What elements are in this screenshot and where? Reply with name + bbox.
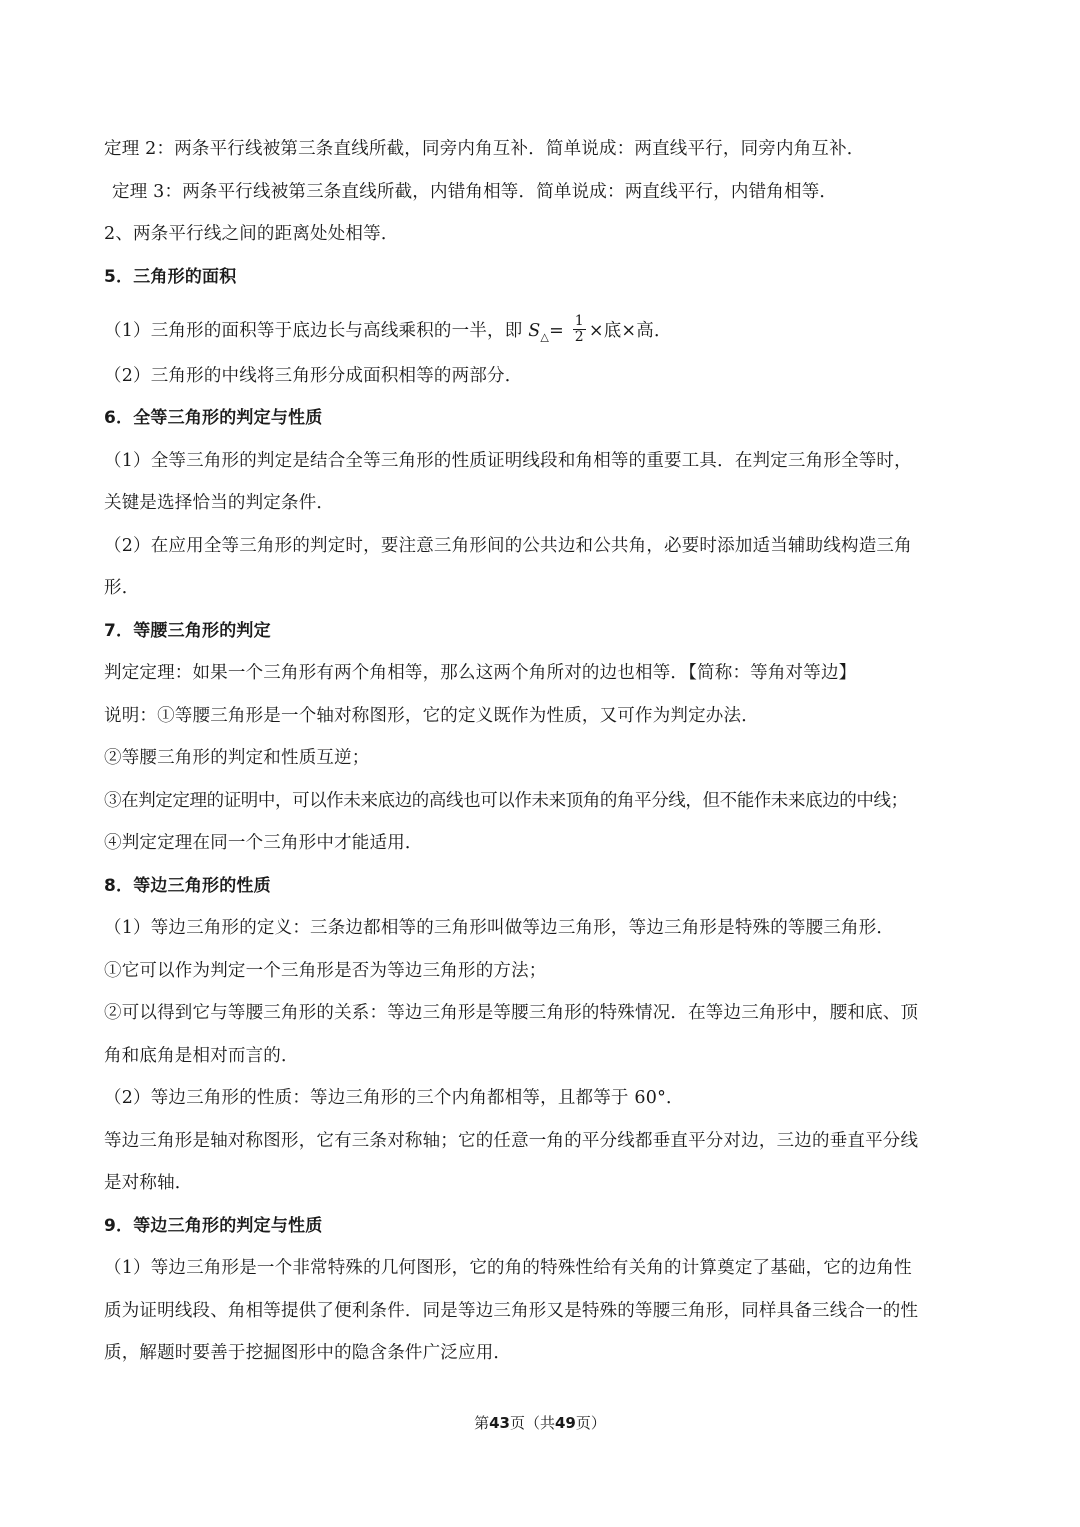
theorem-3-line: 定理 3：两条平行线被第三条直线所截，内错角相等．简单说成：两直线平行，内错角相等． <box>112 182 838 202</box>
equilateral-symmetry-line-1: 等边三角形是轴对称图形，它有三条对称轴；它的任意一角的平分线都垂直平分对边，三边的垂直平分线 <box>104 1131 919 1151</box>
equilateral-property-line: （2）等边三角形的性质：等边三角形的三个内角都相等，且都等于 60°． <box>104 1088 684 1108</box>
heading-section-9: 9．等边三角形的判定与性质 <box>104 1216 323 1236</box>
equilateral-symmetry-line-2: 是对称轴． <box>104 1173 193 1193</box>
equilateral-judgment-line-3: 质，解题时要善于挖掘图形中的隐含条件广泛应用． <box>104 1343 512 1363</box>
area-symbol <box>528 321 550 344</box>
isosceles-note-3-line: ③在判定定理的证明中，可以作未来底边的高线也可以作未来顶角的角平分线，但不能作未来底边的中线； <box>104 791 908 811</box>
congruent-para-2-line-2: 形． <box>104 578 140 598</box>
isosceles-note-1-line: 说明：①等腰三角形是一个轴对称图形，它的定义既作为性质，又可作为判定办法． <box>104 706 759 726</box>
congruent-para-1-line-2: 关键是选择恰当的判定条件． <box>104 493 335 513</box>
formula-suffix-text: ×底×高． <box>588 321 672 341</box>
footer-middle: 页（共 <box>509 1414 555 1432</box>
theorem-2-line: 定理 2：两条平行线被第三条直线所截，同旁内角互补．简单说成：两直线平行，同旁内角互补． <box>104 139 865 159</box>
heading-section-6: 6．全等三角形的判定与性质 <box>104 408 323 428</box>
equilateral-point-2-line-2: 角和底角是相对而言的． <box>104 1046 299 1066</box>
total-page-count: 49 <box>555 1414 576 1432</box>
congruent-para-2-line-1: （2）在应用全等三角形的判定时，要注意三角形间的公共边和公共角，必要时添加适当辅助线构造三角 <box>104 536 912 556</box>
equilateral-judgment-line-2: 质为证明线段、角相等提供了便利条件．同是等边三角形又是特殊的等腰三角形，同样具备三线合一的性 <box>104 1301 919 1321</box>
fraction-numerator: 1 <box>574 313 584 329</box>
page-footer <box>0 1412 1080 1433</box>
heading-section-5: 5．三角形的面积 <box>104 267 237 287</box>
area-symbol-s: S <box>528 321 541 341</box>
equilateral-definition-line: （1）等边三角形的定义：三条边都相等的三角形叫做等边三角形，等边三角形是特殊的等腰三角形． <box>104 918 895 938</box>
equals-sign: = <box>549 321 570 341</box>
isosceles-note-2-line: ②等腰三角形的判定和性质互逆； <box>104 748 370 768</box>
heading-section-7: 7．等腰三角形的判定 <box>104 621 271 641</box>
fraction-denominator: 2 <box>574 329 584 345</box>
footer-suffix: 页） <box>575 1414 606 1432</box>
isosceles-theorem-line: 判定定理：如果一个三角形有两个角相等，那么这两个角所对的边也相等．【简称：等角对等边】 <box>104 663 857 683</box>
congruent-para-1-line-1: （1）全等三角形的判定是结合全等三角形的性质证明线段和角相等的重要工具．在判定三角形全等时， <box>104 451 912 471</box>
heading-section-8: 8．等边三角形的性质 <box>104 876 271 896</box>
equilateral-point-1-line: ①它可以作为判定一个三角形是否为等边三角形的方法； <box>104 961 547 981</box>
parallel-distance-line: 2、两条平行线之间的距离处处相等． <box>104 224 399 244</box>
equilateral-point-2-line-1: ②可以得到它与等腰三角形的关系：等边三角形是等腰三角形的特殊情况．在等边三角形中，腰和底、顶 <box>104 1003 919 1023</box>
current-page-number: 43 <box>489 1414 510 1432</box>
median-area-line: （2）三角形的中线将三角形分成面积相等的两部分． <box>104 366 523 386</box>
formula-prefix-text: （1）三角形的面积等于底边长与高线乘积的一半，即 <box>104 321 529 341</box>
triangle-area-formula-line <box>104 313 984 350</box>
equilateral-judgment-line-1: （1）等边三角形是一个非常特殊的几何图形，它的角的特殊性给有关角的计算奠定了基础，它的边角性 <box>104 1258 912 1278</box>
footer-prefix: 第 <box>474 1414 490 1432</box>
one-half-fraction <box>573 314 586 345</box>
area-symbol-sub: △ <box>540 330 550 344</box>
isosceles-note-4-line: ④判定定理在同一个三角形中才能适用． <box>104 833 423 853</box>
